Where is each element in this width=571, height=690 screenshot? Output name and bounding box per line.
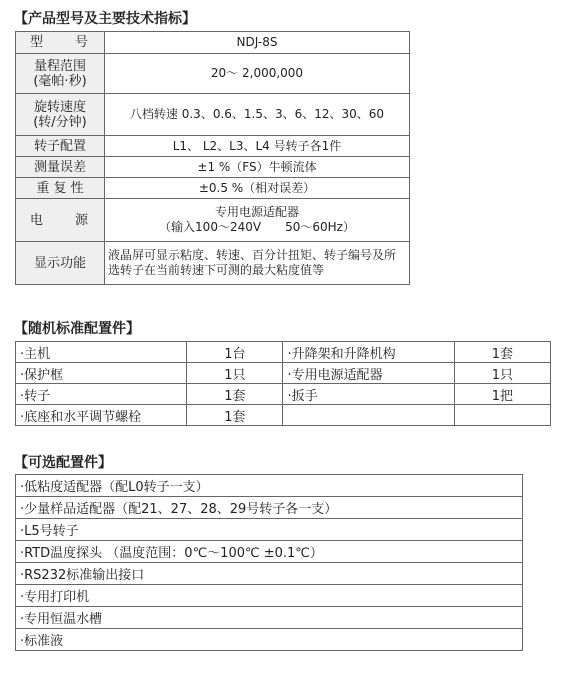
accessory-name: ·专用电源适配器 (283, 363, 454, 384)
table-row (16, 607, 523, 629)
list-item: ·RTD温度探头 （温度范围：0℃～100℃ ±0.1℃） (16, 541, 523, 563)
accessory-name: ·底座和水平调节螺栓 (16, 405, 187, 426)
spec-table (15, 31, 410, 285)
optional-table (15, 474, 523, 651)
spec-value: ±0.5 %（相对误差） (105, 178, 410, 199)
spec-value: NDJ-8S (105, 32, 410, 54)
accessory-qty: 1只 (187, 363, 283, 384)
table-row (16, 519, 523, 541)
list-item: ·少量样品适配器（配21、27、28、29号转子各一支） (16, 497, 523, 519)
accessory-qty: 1把 (454, 384, 550, 405)
list-item: ·L5号转子 (16, 519, 523, 541)
spec-row-range (16, 54, 410, 94)
accessories-section-title: 【随机标准配置件】 (14, 321, 140, 337)
list-item: ·专用打印机 (16, 585, 523, 607)
table-row (16, 363, 551, 384)
spec-row-repeat (16, 178, 410, 199)
accessory-qty (454, 405, 550, 426)
table-row (16, 541, 523, 563)
spec-key: 重 复 性 (16, 178, 105, 199)
spec-section-title: 【产品型号及主要技术指标】 (14, 11, 196, 27)
list-item: ·RS232标准输出接口 (16, 563, 523, 585)
spec-key: 型 号 (16, 32, 105, 54)
spec-key: 测量误差 (16, 157, 105, 178)
accessory-qty: 1套 (454, 342, 550, 363)
table-row (16, 585, 523, 607)
accessory-name (283, 405, 454, 426)
spec-key: 旋转速度 (转/分钟) (16, 94, 105, 136)
spec-key: 转子配置 (16, 136, 105, 157)
spec-key: 显示功能 (16, 242, 105, 285)
spec-key: 电 源 (16, 199, 105, 242)
spec-value: 液晶屏可显示粘度、转速、百分计扭矩、转子编号及所选转子在当前转速下可测的最大粘度值等 (105, 242, 410, 285)
list-item: ·标准液 (16, 629, 523, 651)
spec-value: 20～ 2,000,000 (105, 54, 410, 94)
optional-section-title: 【可选配置件】 (14, 455, 112, 471)
table-row (16, 342, 551, 363)
accessory-name: ·主机 (16, 342, 187, 363)
spec-row-rotors (16, 136, 410, 157)
accessory-name: ·升降架和升降机构 (283, 342, 454, 363)
spec-row-error (16, 157, 410, 178)
table-row (16, 405, 551, 426)
accessories-table (15, 341, 551, 426)
accessory-name: ·扳手 (283, 384, 454, 405)
table-row (16, 384, 551, 405)
accessory-qty: 1套 (187, 384, 283, 405)
spec-row-speed (16, 94, 410, 136)
spec-key: 量程范围 (毫帕·秒) (16, 54, 105, 94)
accessory-name: ·保护框 (16, 363, 187, 384)
spec-value: ±1 %（FS）牛顿流体 (105, 157, 410, 178)
accessory-qty: 1台 (187, 342, 283, 363)
spec-value: 专用电源适配器 （输入100～240V 50～60Hz） (105, 199, 410, 242)
spec-value: 八档转速 0.3、0.6、1.5、3、6、12、30、60 (105, 94, 410, 136)
spec-row-display (16, 242, 410, 285)
list-item: ·专用恒温水槽 (16, 607, 523, 629)
accessory-qty: 1只 (454, 363, 550, 384)
accessory-name: ·转子 (16, 384, 187, 405)
table-row (16, 563, 523, 585)
spec-row-power (16, 199, 410, 242)
table-row (16, 629, 523, 651)
table-row (16, 497, 523, 519)
spec-value: L1、 L2、L3、L4 号转子各1件 (105, 136, 410, 157)
table-row (16, 475, 523, 497)
list-item: ·低粘度适配器（配L0转子一支） (16, 475, 523, 497)
spec-row-model (16, 32, 410, 54)
accessory-qty: 1套 (187, 405, 283, 426)
